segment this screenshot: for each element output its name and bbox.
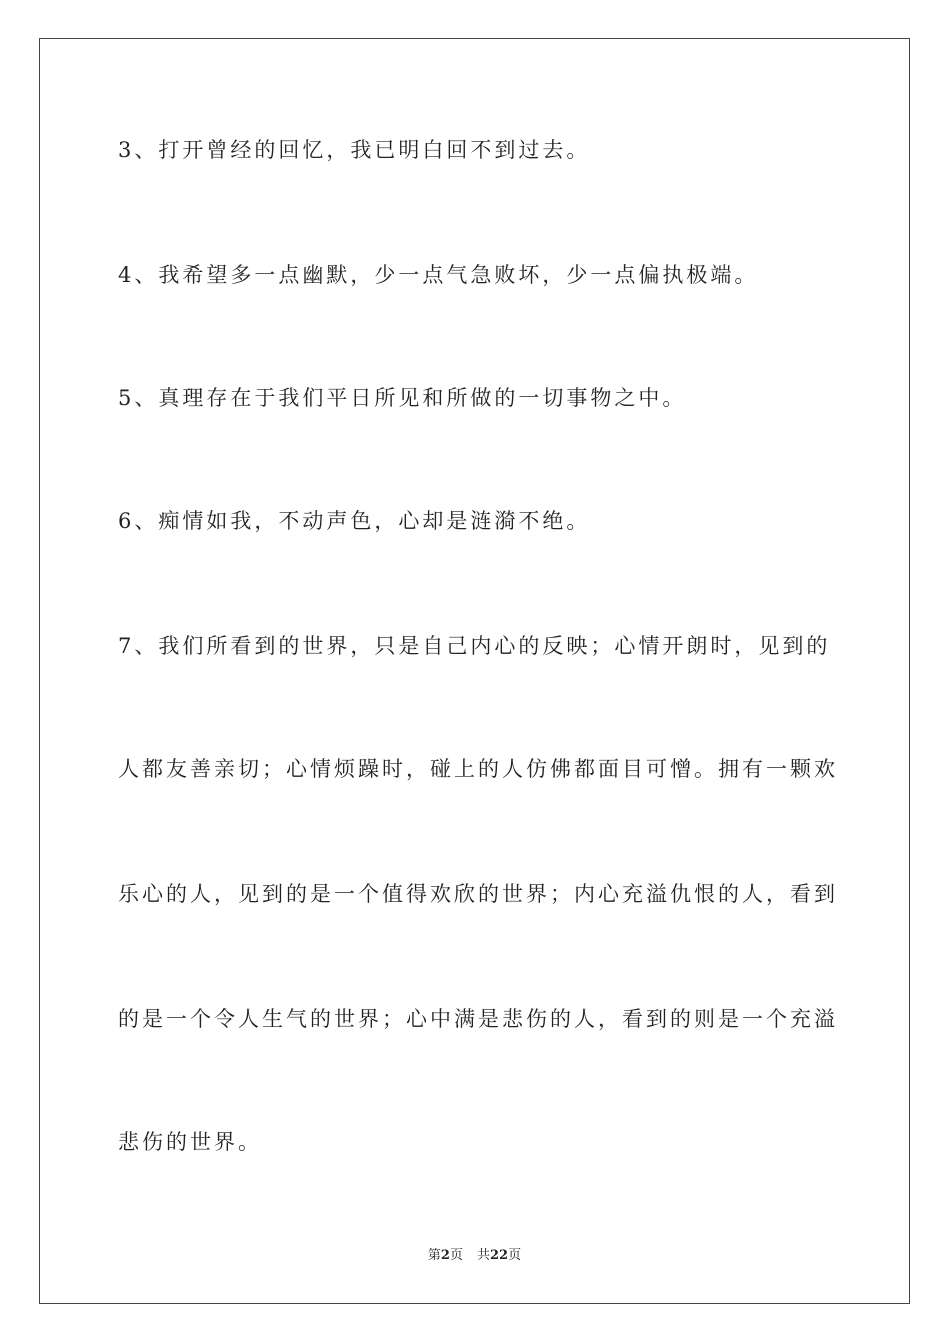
page-number: 2 xyxy=(440,1248,450,1263)
page-suffix: 页 xyxy=(449,1248,463,1263)
paragraph-line-2: 4、我希望多一点幽默，少一点气急败坏，少一点偏执极端。 xyxy=(118,263,759,287)
paragraph-line-1: 3、打开曾经的回忆，我已明白回不到过去。 xyxy=(118,138,591,162)
total-suffix: 页 xyxy=(508,1248,522,1263)
page-frame xyxy=(39,38,910,1304)
paragraph-line-6: 人都友善亲切；心情烦躁时，碰上的人仿佛都面目可憎。拥有一颗欢 xyxy=(118,757,838,781)
total-pages: 22 xyxy=(489,1248,509,1263)
page-prefix: 第 xyxy=(427,1248,441,1263)
paragraph-line-5: 7、我们所看到的世界，只是自己内心的反映；心情开朗时，见到的 xyxy=(118,634,831,658)
page-footer xyxy=(40,1247,909,1265)
paragraph-line-7: 乐心的人，见到的是一个值得欢欣的世界；内心充溢仇恨的人，看到 xyxy=(118,882,838,906)
paragraph-line-9: 悲伤的世界。 xyxy=(118,1130,262,1154)
paragraph-line-8: 的是一个令人生气的世界；心中满是悲伤的人，看到的则是一个充溢 xyxy=(118,1007,838,1031)
total-prefix: 共 xyxy=(476,1248,490,1263)
paragraph-line-4: 6、痴情如我，不动声色，心却是涟漪不绝。 xyxy=(118,509,591,533)
paragraph-line-3: 5、真理存在于我们平日所见和所做的一切事物之中。 xyxy=(118,386,687,410)
